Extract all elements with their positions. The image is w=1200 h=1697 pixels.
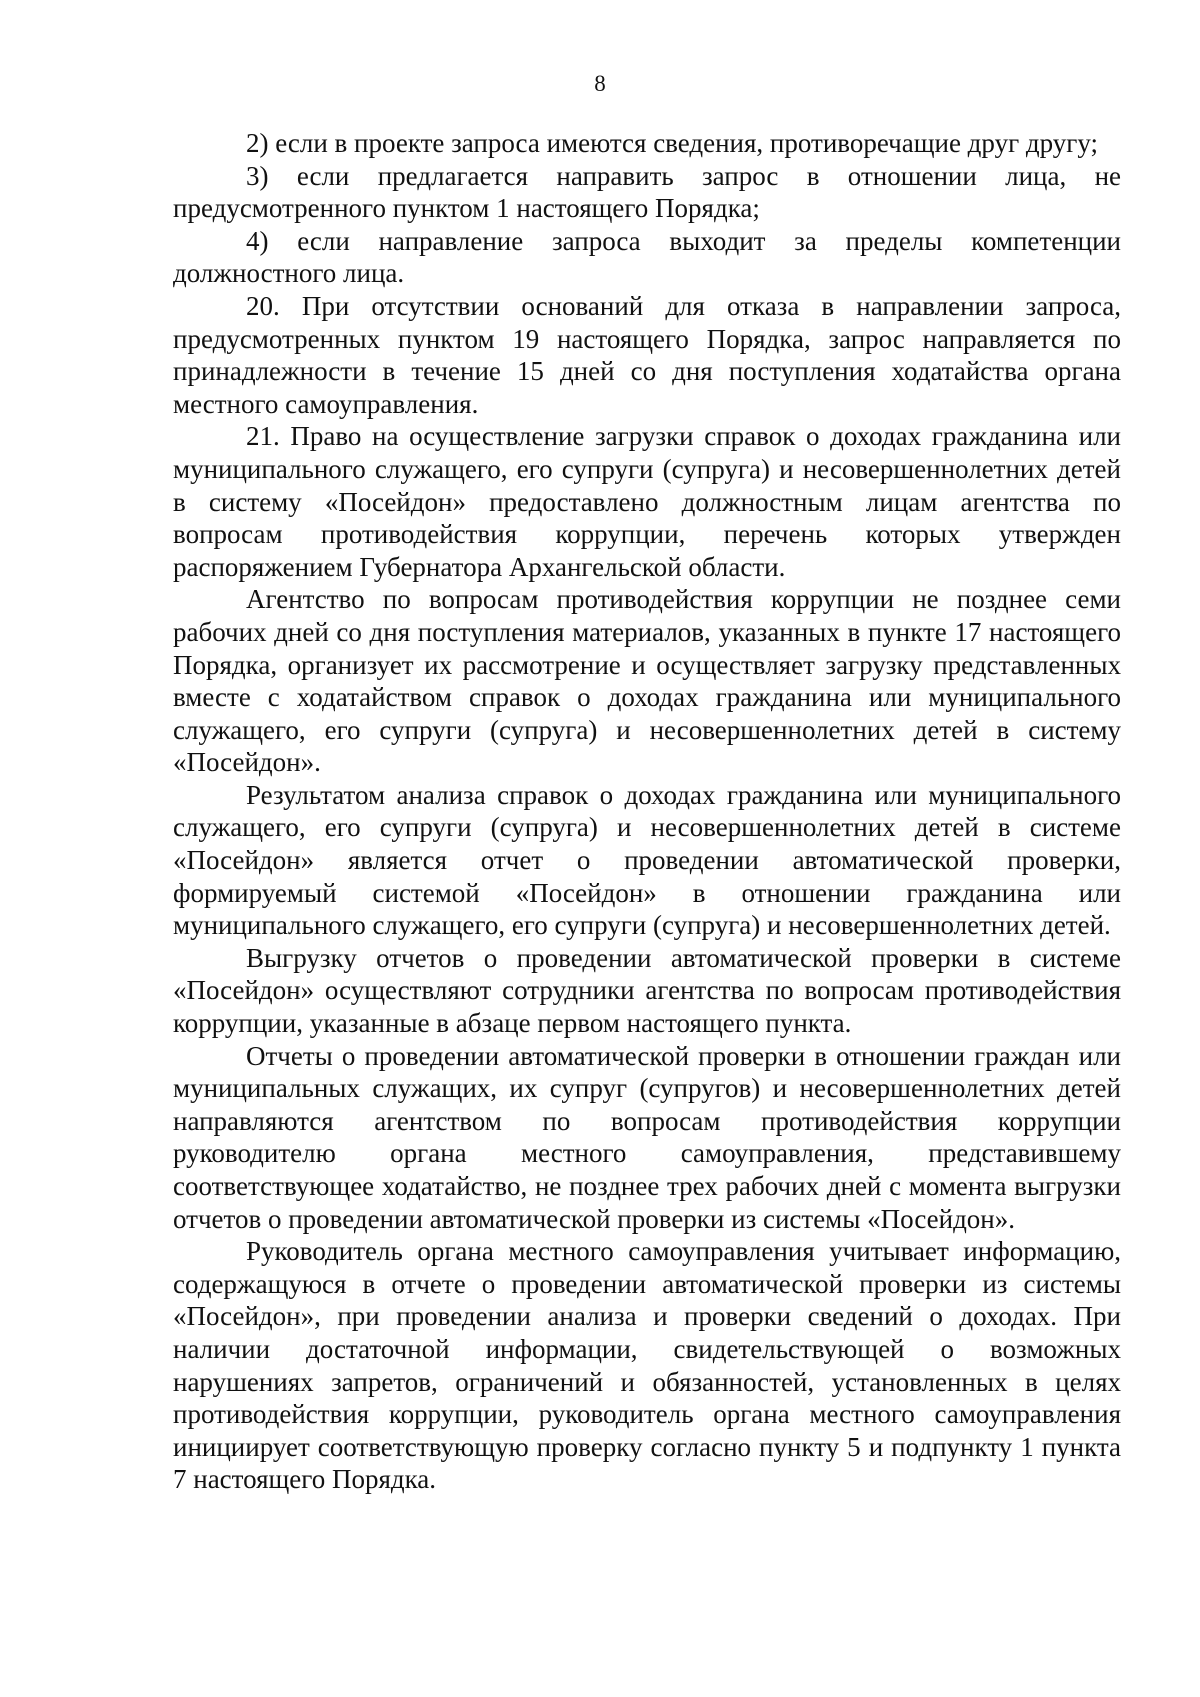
paragraph-subitem-2: 2) если в проекте запроса имеются сведения, противоречащие друг другу; bbox=[246, 128, 1098, 158]
page-number: 8 bbox=[594, 71, 606, 96]
document-body bbox=[173, 127, 1121, 1496]
paragraph-report-export: Выгрузку отчетов о проведении автоматической проверки в системе «Посейдон» осуществляют сотрудники агентства по вопросам противодействия коррупции, указанные в абзаце первом настоящего пункта. bbox=[173, 942, 1121, 1039]
paragraph-subitem-3: 3) если предлагается направить запрос в отношении лица, не предусмотренного пунктом 1 настоящего Порядка; bbox=[173, 160, 1121, 224]
paragraph-item-20: 20. При отсутствии оснований для отказа в направлении запроса, предусмотренных пунктом 19 настоящего Порядка, запрос направляется по принадлежности в течение 15 дней со дня поступления ходатайства органа местного самоуправления. bbox=[173, 290, 1121, 419]
paragraph-head-review: Руководитель органа местного самоуправления учитывает информацию, содержащуюся в отчете о проведении автоматической проверки из системы «Посейдон», при проведении анализа и проверки сведений о доходах. При наличии достаточной информации, свидетельствующей о возможных нарушениях запретов, ограничений и обязанностей, установленных в целях противодействия коррупции, руководитель органа местного самоуправления инициирует соответствующую проверку согласно пункту 5 и подпункту 1 пункта 7 настоящего Порядка. bbox=[173, 1236, 1121, 1495]
paragraph-report-delivery: Отчеты о проведении автоматической проверки в отношении граждан или муниципальных служащих, их супруг (супругов) и несовершеннолетних детей направляются агентством по вопросам противодействия коррупции руководителю органа местного самоуправления, представившему соответствующее ходатайство, не позднее трех рабочих дней с момента выгрузки отчетов о проведении автоматической проверки из системы «Посейдон». bbox=[173, 1040, 1121, 1234]
paragraph-agency-upload: Агентство по вопросам противодействия коррупции не позднее семи рабочих дней со дня поступления материалов, указанных в пункте 17 настоящего Порядка, организует их рассмотрение и осуществляет загрузку представленных вместе с ходатайством справок о доходах гражданина или муниципального служащего, его супруги (супруга) и несовершеннолетних детей в систему «Посейдон». bbox=[173, 584, 1121, 778]
paragraph-item-21: 21. Право на осуществление загрузки справок о доходах гражданина или муниципального служащего, его супруги (супруга) и несовершеннолетних детей в систему «Посейдон» предоставлено должностным лицам агентства по вопросам противодействия коррупции, перечень которых утвержден распоряжением Губернатора Архангельской области. bbox=[173, 421, 1121, 582]
paragraph-analysis-result: Результатом анализа справок о доходах гражданина или муниципального служащего, его супруги (супруга) и несовершеннолетних детей в системе «Посейдон» является отчет о проведении автоматической проверки, формируемый системой «Посейдон» в отношении гражданина или муниципального служащего, его супруги (супруга) и несовершеннолетних детей. bbox=[173, 779, 1121, 941]
paragraph-subitem-4: 4) если направление запроса выходит за пределы компетенции должностного лица. bbox=[173, 225, 1121, 289]
